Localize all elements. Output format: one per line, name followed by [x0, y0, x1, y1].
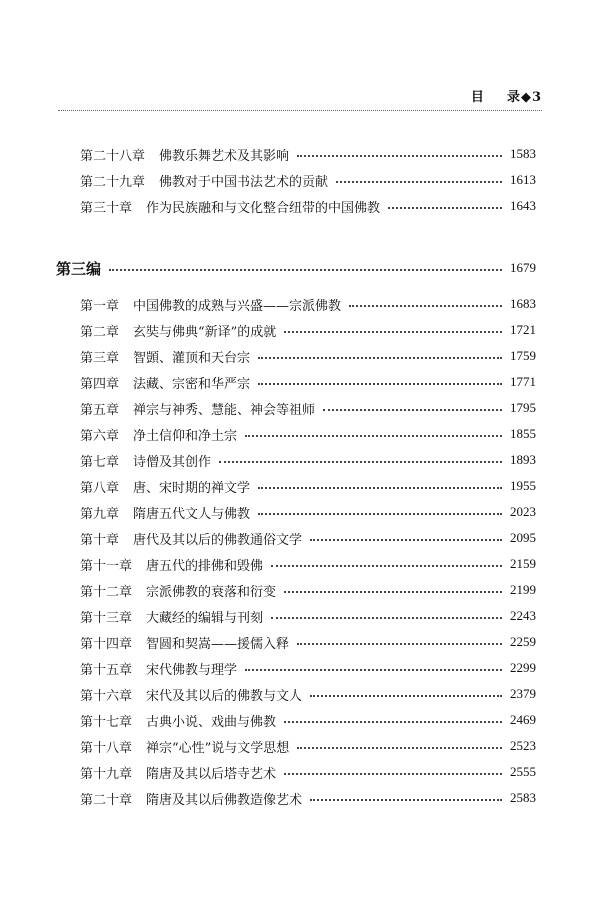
header-title-right: 录 [506, 90, 521, 105]
chapter-page: 2199 [510, 582, 536, 597]
chapter-title: 隋唐及其以后塔寺艺术 [146, 766, 277, 782]
chapter-page: 2243 [510, 608, 536, 623]
chapter-number: 第十八章 [80, 740, 133, 756]
chapter-page: 1721 [510, 322, 536, 337]
leader-dots [258, 513, 502, 515]
chapter-number: 第二十八章 [80, 148, 146, 164]
chapter-page: 1771 [510, 374, 536, 389]
chapter-page: 1855 [510, 426, 536, 441]
leader-dots [310, 539, 502, 541]
chapter-page: 2523 [510, 738, 536, 753]
toc-row [80, 710, 536, 730]
leader-dots [323, 409, 502, 411]
header-page-number: 3 [531, 90, 542, 105]
chapter-page: 1955 [510, 478, 536, 493]
toc-row [80, 502, 536, 522]
leader-dots [219, 461, 502, 463]
chapter-title: 净土信仰和净土宗 [133, 428, 238, 444]
chapter-title: 古典小说、戏曲与佛教 [146, 714, 277, 730]
chapter-page: 2023 [510, 504, 536, 519]
toc-row [80, 346, 536, 366]
chapter-number: 第六章 [80, 428, 120, 444]
leader-dots [349, 305, 502, 307]
chapter-title: 法藏、宗密和华严宗 [133, 376, 251, 392]
chapter-title: 禅宗“心性”说与文学思想 [146, 740, 290, 756]
chapter-number: 第九章 [80, 506, 120, 522]
toc-row [80, 658, 536, 678]
chapter-page: 2555 [510, 764, 536, 779]
chapter-number: 第二十章 [80, 792, 133, 808]
part-page: 1679 [510, 260, 536, 275]
chapter-title: 佛教对于中国书法艺术的贡献 [159, 174, 329, 190]
chapter-page: 2095 [510, 530, 536, 545]
chapter-number: 第三章 [80, 350, 120, 366]
leader-dots [258, 383, 502, 385]
chapter-page: 1643 [510, 198, 536, 213]
leader-dots [245, 435, 502, 437]
leader-dots [258, 357, 502, 359]
chapter-title: 唐代及其以后的佛教通俗文学 [133, 532, 303, 548]
chapter-number: 第二十九章 [80, 174, 146, 190]
chapter-title: 唐五代的排佛和毁佛 [146, 558, 264, 574]
toc-row [80, 424, 536, 444]
toc-row [80, 554, 536, 574]
leader-dots [284, 773, 502, 775]
leader-dots [109, 269, 502, 271]
toc-row [80, 528, 536, 548]
chapter-title: 宗派佛教的衰落和衍变 [146, 584, 277, 600]
leader-dots [271, 565, 502, 567]
leader-dots [310, 695, 502, 697]
chapter-number: 第十四章 [80, 636, 133, 652]
chapter-number: 第十九章 [80, 766, 133, 782]
part-title: 第三编 [56, 259, 102, 278]
toc-row [80, 196, 536, 216]
chapter-title: 智顗、灌顶和天台宗 [133, 350, 251, 366]
leader-dots [245, 669, 502, 671]
chapter-title: 宋代及其以后的佛教与文人 [146, 688, 303, 704]
toc-row [80, 476, 536, 496]
header-title-left: 目 [470, 90, 485, 105]
chapter-title: 宋代佛教与理学 [146, 662, 238, 678]
leader-dots [284, 591, 502, 593]
chapter-title: 智圆和契嵩——援儒入释 [146, 636, 290, 652]
leader-dots [297, 643, 502, 645]
chapter-page: 1613 [510, 172, 536, 187]
chapter-number: 第十七章 [80, 714, 133, 730]
toc-row [80, 320, 536, 340]
chapter-number: 第三十章 [80, 200, 133, 216]
chapter-page: 1795 [510, 400, 536, 415]
chapter-page: 2583 [510, 790, 536, 805]
leader-dots [271, 617, 502, 619]
chapter-title: 禅宗与神秀、慧能、神会等祖师 [133, 402, 316, 418]
chapter-number: 第十二章 [80, 584, 133, 600]
chapter-page: 2159 [510, 556, 536, 571]
leader-dots [310, 799, 502, 801]
chapter-number: 第十六章 [80, 688, 133, 704]
toc-row [80, 372, 536, 392]
chapter-page: 1893 [510, 452, 536, 467]
diamond-ornament-icon: ◆ [520, 90, 532, 105]
chapter-page: 2299 [510, 660, 536, 675]
toc-row [80, 170, 536, 190]
chapter-number: 第十五章 [80, 662, 133, 678]
leader-dots [297, 155, 502, 157]
chapter-number: 第十章 [80, 532, 120, 548]
chapter-title: 诗僧及其创作 [133, 454, 212, 470]
chapter-number: 第八章 [80, 480, 120, 496]
header-title [471, 86, 542, 105]
leader-dots [284, 331, 502, 333]
toc-row [80, 788, 536, 808]
leader-dots [297, 747, 502, 749]
chapter-number: 第四章 [80, 376, 120, 392]
leader-dots [284, 721, 502, 723]
toc-row [80, 684, 536, 704]
toc-row [80, 450, 536, 470]
leader-dots [258, 487, 502, 489]
chapter-number: 第一章 [80, 298, 120, 314]
toc-row [80, 580, 536, 600]
chapter-title: 隋唐及其以后佛教造像艺术 [146, 792, 303, 808]
chapter-title: 大藏经的编辑与刊刻 [146, 610, 264, 626]
chapter-page: 1583 [510, 146, 536, 161]
part-heading-row [56, 256, 536, 280]
chapter-page: 1759 [510, 348, 536, 363]
chapter-number: 第二章 [80, 324, 120, 340]
leader-dots [388, 207, 502, 209]
toc-row [80, 632, 536, 652]
chapter-number: 第七章 [80, 454, 120, 470]
toc-row [80, 736, 536, 756]
running-header [58, 86, 542, 106]
toc-row [80, 294, 536, 314]
chapter-title: 佛教乐舞艺术及其影响 [159, 148, 290, 164]
chapter-number: 第五章 [80, 402, 120, 418]
toc-row [80, 144, 536, 164]
chapter-number: 第十一章 [80, 558, 133, 574]
chapter-title: 玄奘与佛典“新译”的成就 [133, 324, 277, 340]
chapter-title: 隋唐五代文人与佛教 [133, 506, 251, 522]
chapter-title: 中国佛教的成熟与兴盛——宗派佛教 [133, 298, 342, 314]
chapter-page: 1683 [510, 296, 536, 311]
toc-row [80, 606, 536, 626]
chapter-title: 唐、宋时期的禅文学 [133, 480, 251, 496]
chapter-page: 2379 [510, 686, 536, 701]
toc-row [80, 398, 536, 418]
toc-row [80, 762, 536, 782]
chapter-page: 2469 [510, 712, 536, 727]
chapter-title: 作为民族融和与文化整合纽带的中国佛教 [146, 200, 381, 216]
leader-dots [336, 181, 502, 183]
chapter-number: 第十三章 [80, 610, 133, 626]
chapter-page: 2259 [510, 634, 536, 649]
header-divider [58, 110, 542, 111]
